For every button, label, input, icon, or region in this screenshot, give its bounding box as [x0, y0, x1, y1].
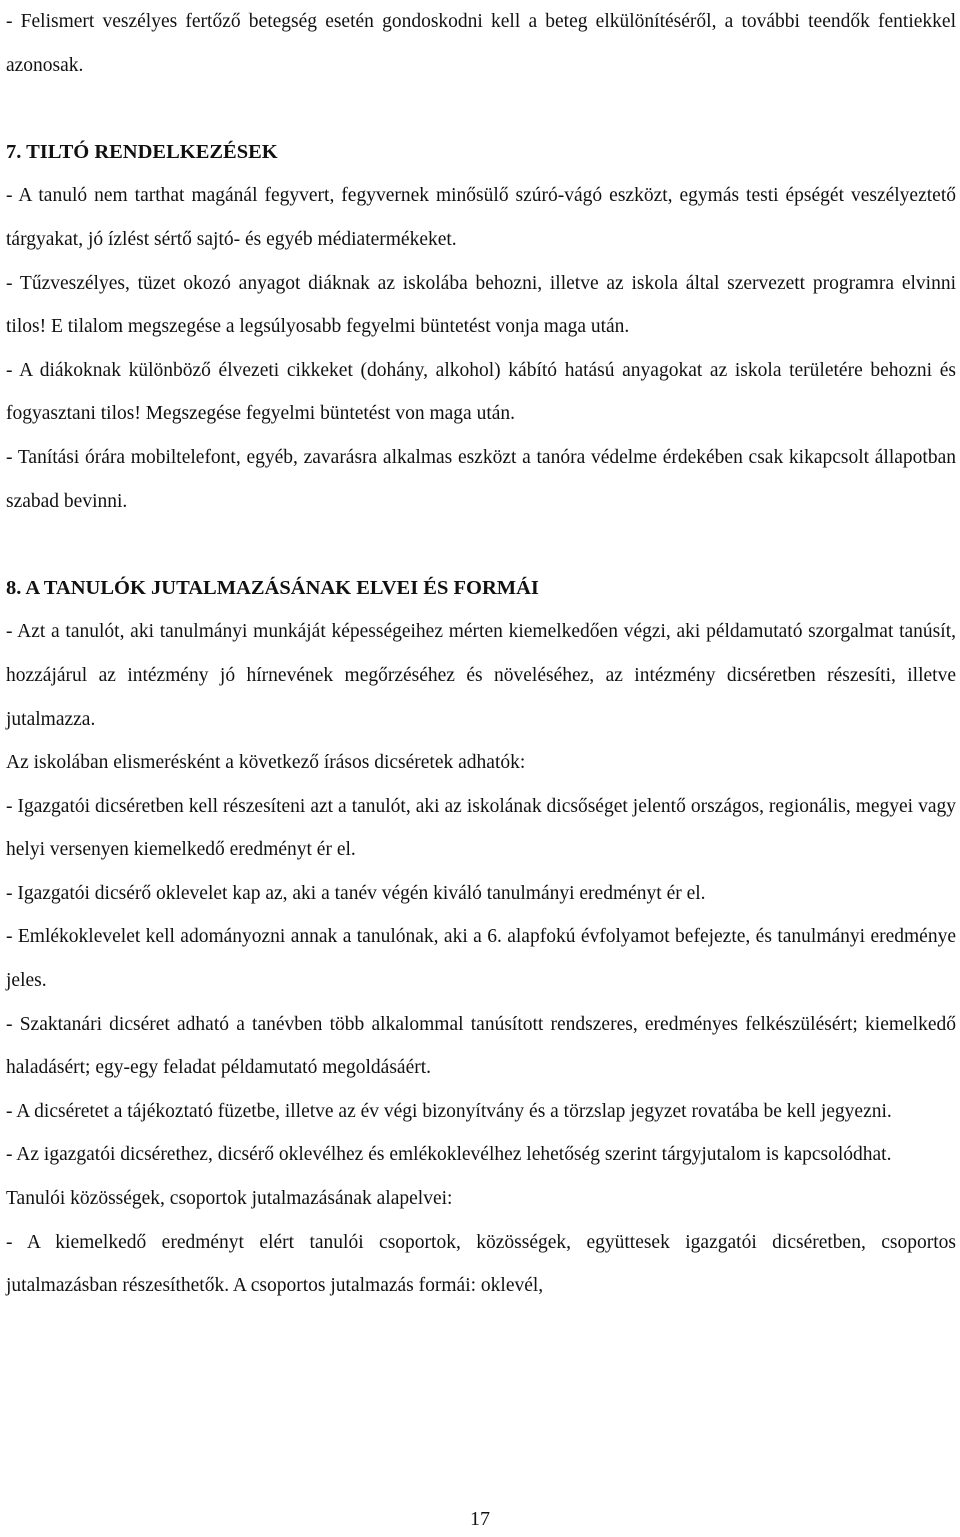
section-heading: 7. TILTÓ RENDELKEZÉSEK	[6, 140, 278, 163]
body-paragraph: - Igazgatói dicsérő oklevelet kap az, aki a tanév végén kiváló tanulmányi eredményt ér el.	[6, 882, 706, 904]
document-page	[6, 0, 956, 1308]
body-paragraph: - Igazgatói dicséretben kell részesíteni azt a tanulót, aki az iskolának dicsőséget jelentő országos, regionális, megyei vagy helyi versenyen kiemelkedő eredményt ér el.	[6, 795, 956, 861]
body-paragraph: - Tanítási órára mobiltelefont, egyéb, zavarásra alkalmas eszközt a tanóra védelme érdekében csak kikapcsolt állapotban szabad bevinni.	[6, 446, 956, 512]
body-paragraph: - A dicséretet a tájékoztató füzetbe, illetve az év végi bizonyítvány és a törzslap jegyzet rovatába be kell jegyezni.	[6, 1100, 892, 1122]
body-paragraph: - Felismert veszélyes fertőző betegség esetén gondoskodni kell a beteg elkülönítéséről, a további teendők fentiekkel azonosak.	[6, 11, 956, 76]
paragraph-gap	[6, 523, 956, 567]
body-paragraph: - Tűzveszélyes, tüzet okozó anyagot diáknak az iskolába behozni, illetve az iskola által szervezett programra elvinni tilos! E tilalom megszegése a legsúlyosabb fegyelmi büntetést vonja maga után.	[6, 272, 956, 338]
body-paragraph: - Emlékoklevelet kell adományozni annak a tanulónak, aki a 6. alapfokú évfolyamot befejezte, és tanulmányi eredménye jeles.	[6, 926, 956, 992]
page-number: 17	[470, 1508, 490, 1530]
paragraph-gap	[6, 87, 956, 131]
body-paragraph: - A tanuló nem tarthat magánál fegyvert, fegyvernek minősülő szúró-vágó eszközt, egymás testi épségét veszélyeztető tárgyakat, jó ízlést sértő sajtó- és egyéb médiatermékeket.	[6, 185, 956, 250]
body-paragraph: Tanulói közösségek, csoportok jutalmazásának alapelvei:	[6, 1188, 453, 1210]
body-paragraph: Az iskolában elismerésként a következő írásos dicséretek adhatók:	[6, 752, 526, 774]
section-heading: 8. A TANULÓK JUTALMAZÁSÁNAK ELVEI ÉS FORMÁI	[6, 576, 539, 599]
body-paragraph: - Azt a tanulót, aki tanulmányi munkáját képességeihez mérten kiemelkedően végzi, aki példamutató szorgalmat tanúsít, hozzájárul az intézmény jó hírnevének megőrzéséhez és növeléséhez, az intézmény dicséretben részesíti, illetve jutalmazza.	[6, 621, 956, 730]
body-paragraph: - A kiemelkedő eredményt elért tanulói csoportok, közösségek, együttesek igazgatói dicséretben, csoportos jutalmazásban részesíthetők. A csoportos jutalmazás formái: oklevél,	[6, 1231, 956, 1297]
body-paragraph: - Az igazgatói dicsérethez, dicsérő oklevélhez és emlékoklevélhez lehetőség szerint tárgyjutalom is kapcsolódhat.	[6, 1144, 892, 1166]
body-paragraph: - Szaktanári dicséret adható a tanévben több alkalommal tanúsított rendszeres, eredményes felkészülésért; kiemelkedő haladásért; egy-egy feladat példamutató megoldásáért.	[6, 1013, 956, 1079]
body-paragraph: - A diákoknak különböző élvezeti cikkeket (dohány, alkohol) kábító hatású anyagokat az iskola területére behozni és fogyasztani tilos! Megszegése fegyelmi büntetést von maga után.	[6, 359, 956, 425]
